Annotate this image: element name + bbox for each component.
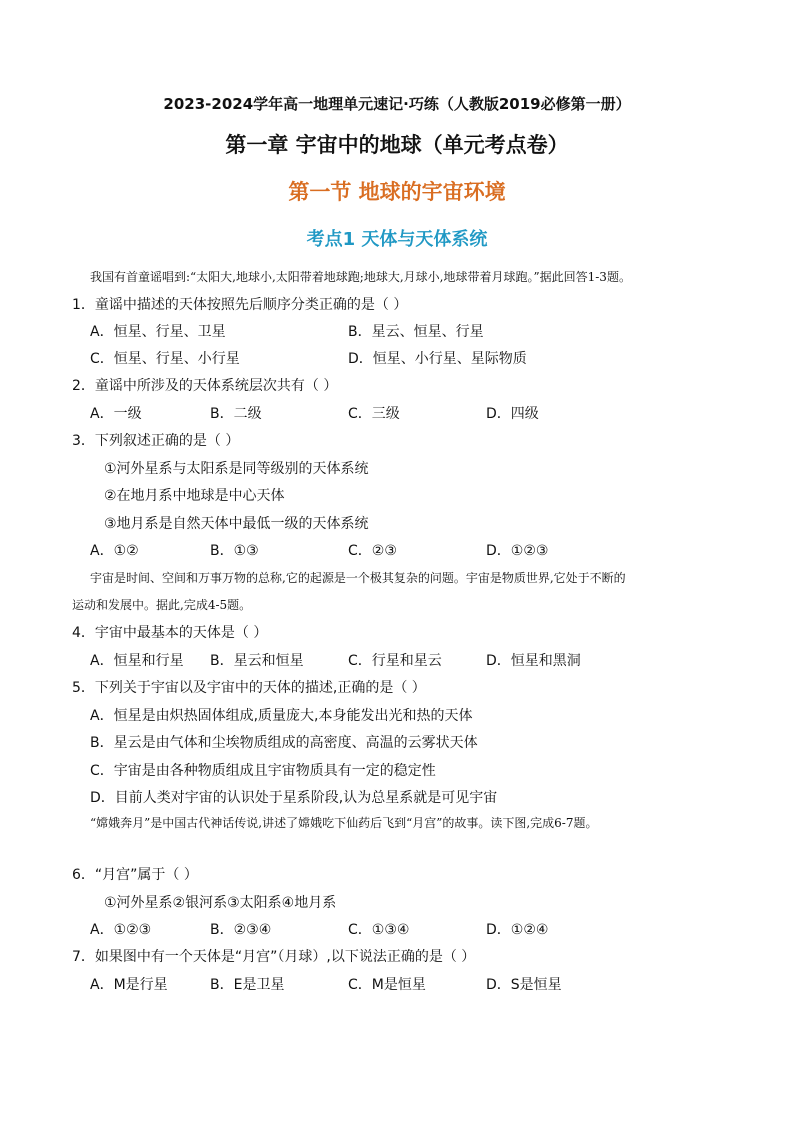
question-3-statement-2: ②在地月系中地球是中心天体 [104, 488, 285, 504]
document-series-title: 2023-2024学年高一地理单元速记·巧练（人教版2019必修第一册） [163, 95, 631, 113]
question-4-option-d: D．恒星和黑洞 [486, 653, 581, 669]
intro-passage-1: 我国有首童谣唱到:“太阳大,地球小,太阳带着地球跑;地球大,月球小,地球带着月球跑。”据此回答1-3题。 [90, 270, 631, 284]
question-1-option-a: A．恒星、行星、卫星 [90, 324, 226, 340]
question-3-option-d: D．①②③ [486, 543, 549, 559]
question-6-option-a: A．①②③ [90, 922, 152, 938]
question-5-option-a: A．恒星是由炽热固体组成,质量庞大,本身能发出光和热的天体 [90, 708, 473, 724]
question-6-option-b: B．②③④ [210, 922, 272, 938]
chapter-title: 第一章 宇宙中的地球（单元考点卷） [225, 133, 569, 157]
question-7-option-b: B．E是卫星 [210, 977, 285, 993]
question-5-option-c: C．宇宙是由各种物质组成且宇宙物质具有一定的稳定性 [90, 763, 436, 779]
question-3-stem: 3．下列叙述正确的是（ ） [72, 433, 240, 449]
question-4-option-b: B．星云和恒星 [210, 653, 304, 669]
question-5-option-d: D．目前人类对宇宙的认识处于星系阶段,认为总星系就是可见宇宙 [90, 790, 498, 806]
question-3-option-b: B．①③ [210, 543, 259, 559]
intro-passage-3: “嫦娥奔月”是中国古代神话传说,讲述了嫦娥吃下仙药后飞到“月宫”的故事。读下图,完成6-7题。 [90, 816, 598, 830]
kaodian-title: 考点1 天体与天体系统 [306, 229, 488, 250]
question-2-option-d: D．四级 [486, 406, 539, 422]
question-3-option-c: C．②③ [348, 543, 397, 559]
question-7-stem: 7．如果图中有一个天体是“月宫”（月球）,以下说法正确的是（ ） [72, 949, 476, 965]
question-7-option-c: C．M是恒星 [348, 977, 426, 993]
question-4-option-c: C．行星和星云 [348, 653, 442, 669]
section-title: 第一节 地球的宇宙环境 [288, 180, 506, 204]
question-6-option-c: C．①③④ [348, 922, 410, 938]
question-5-option-b: B．星云是由气体和尘埃物质组成的高密度、高温的云雾状天体 [90, 735, 478, 751]
question-3-statement-1: ①河外星系与太阳系是同等级别的天体系统 [104, 461, 369, 477]
question-3-statement-3: ③地月系是自然天体中最低一级的天体系统 [104, 516, 369, 532]
question-5-stem: 5．下列关于宇宙以及宇宙中的天体的描述,正确的是（ ） [72, 680, 426, 696]
question-1-option-c: C．恒星、行星、小行星 [90, 351, 240, 367]
question-4-option-a: A．恒星和行星 [90, 653, 184, 669]
question-2-option-b: B．二级 [210, 406, 262, 422]
question-2-stem: 2．童谣中所涉及的天体系统层次共有（ ） [72, 378, 338, 394]
question-1-option-d: D．恒星、小行星、星际物质 [348, 351, 527, 367]
question-1-option-b: B．星云、恒星、行星 [348, 324, 484, 340]
question-1-stem: 1．童谣中描述的天体按照先后顺序分类正确的是（ ） [72, 297, 408, 313]
question-7-option-a: A．M是行星 [90, 977, 168, 993]
question-6-stem: 6．“月宫”属于（ ） [72, 867, 198, 883]
question-2-option-a: A．一级 [90, 406, 142, 422]
question-6-option-d: D．①②④ [486, 922, 549, 938]
question-3-option-a: A．①② [90, 543, 139, 559]
intro-passage-2-line-1: 宇宙是时间、空间和万事万物的总称,它的起源是一个极其复杂的问题。宇宙是物质世界,它处于不断的 [90, 571, 626, 585]
question-6-statement: ①河外星系②银河系③太阳系④地月系 [104, 895, 337, 911]
question-4-stem: 4．宇宙中最基本的天体是（ ） [72, 625, 268, 641]
intro-passage-2-line-2: 运动和发展中。据此,完成4-5题。 [72, 598, 252, 612]
question-2-option-c: C．三级 [348, 406, 400, 422]
question-7-option-d: D．S是恒星 [486, 977, 562, 993]
